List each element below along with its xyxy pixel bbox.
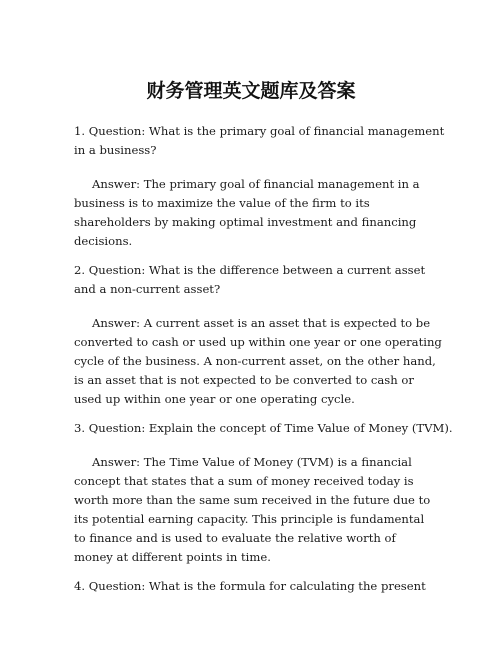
answer-3-line-1: Answer: The Time Value of Money (TVM) is a financial bbox=[92, 455, 412, 469]
question-1-line-1: 1. Question: What is the primary goal of financial management bbox=[74, 124, 445, 138]
answer-1-line-3: shareholders by making optimal investment and financing bbox=[74, 215, 417, 229]
answer-3-line-2: concept that states that a sum of money received today is bbox=[74, 474, 414, 488]
answer-3-line-3: worth more than the same sum received in the future due to bbox=[74, 493, 431, 507]
question-2-line-2: and a non-current asset? bbox=[74, 282, 221, 296]
answer-3-line-5: to finance and is used to evaluate the relative worth of bbox=[74, 531, 396, 545]
answer-2-line-5: used up within one year or one operating cycle. bbox=[74, 392, 355, 406]
answer-1-line-2: business is to maximize the value of the firm to its bbox=[74, 196, 370, 210]
answer-2-line-3: cycle of the business. A non-current asset, on the other hand, bbox=[74, 354, 436, 368]
question-3-line-1: 3. Question: Explain the concept of Time Value of Money (TVM). bbox=[74, 421, 453, 435]
answer-2-line-2: converted to cash or used up within one year or one operating bbox=[74, 335, 442, 349]
question-4-line-1: 4. Question: What is the formula for calculating the present bbox=[74, 579, 426, 593]
answer-3-line-6: money at different points in time. bbox=[74, 550, 271, 564]
document-title: 财务管理英文题库及答案 bbox=[146, 80, 356, 102]
answer-3-line-4: its potential earning capacity. This principle is fundamental bbox=[74, 512, 425, 526]
question-1-line-2: in a business? bbox=[74, 143, 157, 157]
answer-1-line-4: decisions. bbox=[74, 234, 133, 248]
answer-2-line-1: Answer: A current asset is an asset that is expected to be bbox=[92, 316, 431, 330]
question-2-line-1: 2. Question: What is the difference between a current asset bbox=[74, 263, 426, 277]
answer-2-line-4: is an asset that is not expected to be converted to cash or bbox=[74, 373, 414, 387]
answer-1-line-1: Answer: The primary goal of financial management in a bbox=[92, 177, 420, 191]
